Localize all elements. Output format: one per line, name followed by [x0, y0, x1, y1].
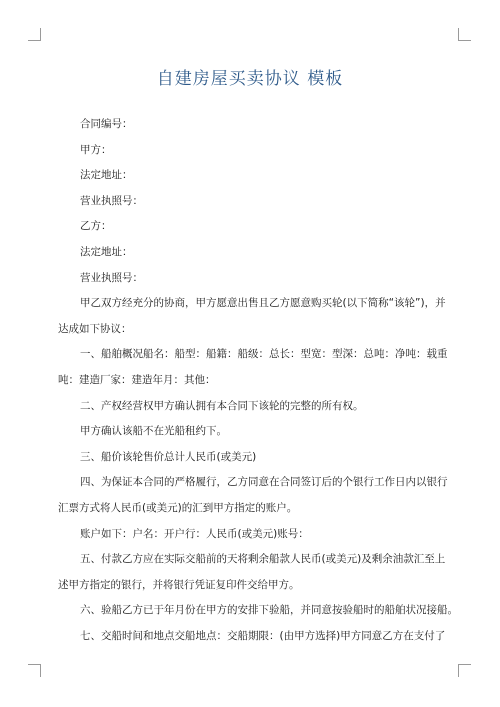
paragraph-line: 六、验船乙方已于年月份在甲方的安排下验船，并同意按验船时的船舶状况接船。 [80, 604, 458, 617]
contract-number-field: 合同编号： [80, 118, 133, 130]
paragraph-line: 述甲方指定的银行，并将银行凭证复印件交给甲方。 [58, 578, 300, 591]
crop-mark-top-right [458, 28, 471, 41]
paragraph-line: 三、船价该轮售价总计人民币(或美元) [80, 450, 257, 463]
paragraph-line: 五、付款乙方应在实际交船前的天将剩余船款人民币(或美元)及剩余油款汇至上 [80, 553, 446, 566]
paragraph-line: 账户如下：户名：开户行：人民币(或美元)账号： [80, 527, 309, 540]
party-a-field: 甲方： [80, 143, 112, 156]
paragraph-line: 甲方确认该船不在光船租约下。 [80, 425, 227, 438]
party-b-field: 乙方： [80, 220, 112, 233]
party-b-address-field: 法定地址： [80, 245, 133, 258]
paragraph-line: 吨：建造厂家：建造年月：其他： [58, 373, 216, 386]
party-a-license-field: 营业执照号： [80, 194, 143, 207]
paragraph-line: 汇票方式将人民币(或美元)的汇到甲方指定的账户。 [58, 501, 298, 514]
crop-mark-top-left [28, 28, 41, 41]
crop-mark-bottom-right [458, 664, 471, 677]
crop-mark-bottom-left [28, 664, 41, 677]
paragraph-line: 二、产权经营权甲方确认拥有本合同下该轮的完整的所有权。 [80, 399, 364, 412]
document-title: 自建房屋买卖协议 模板 [156, 69, 344, 89]
paragraph-line: 四、为保证本合同的严格履行，乙方同意在合同签订后的个银行工作日内以银行 [80, 476, 448, 489]
paragraph-line: 一、船舶概况船名：船型：船籍：船级：总长：型宽：型深：总吨：净吨：载重 [80, 348, 448, 361]
party-a-address-field: 法定地址： [80, 169, 133, 182]
paragraph-line: 甲乙双方经充分的协商，甲方愿意出售且乙方愿意购买轮(以下简称“该轮”)，并 [80, 297, 446, 310]
paragraph-line: 七、交船时间和地点交船地点：交船期限：(由甲方选择)甲方同意乙方在支付了 [80, 629, 446, 642]
party-b-license-field: 营业执照号： [80, 271, 143, 284]
paragraph-line: 达成如下协议： [58, 322, 132, 335]
document-body [58, 112, 458, 649]
